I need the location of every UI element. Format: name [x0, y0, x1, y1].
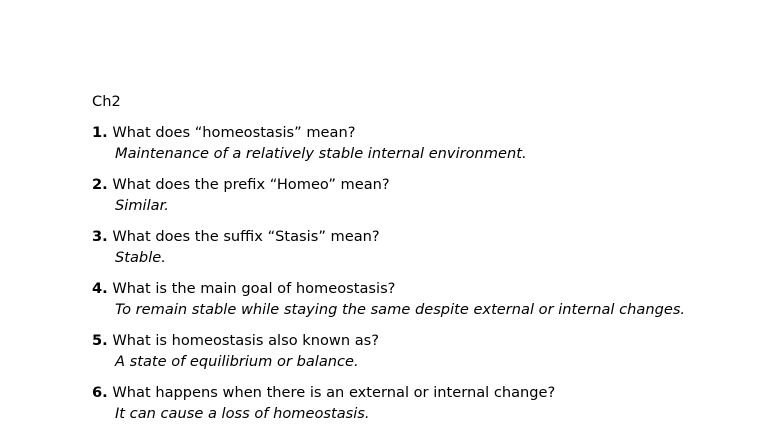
question-3	[92, 226, 692, 247]
qa-item-1	[92, 122, 692, 164]
question-4	[92, 278, 692, 299]
qa-item-3	[92, 226, 692, 268]
answer-5: A state of equilibrium or balance.	[115, 353, 359, 370]
answer-2: Similar.	[115, 197, 169, 214]
answer-1: Maintenance of a relatively stable internal environment.	[115, 145, 527, 162]
question-1	[92, 122, 692, 143]
question-number: 6.	[92, 384, 108, 401]
question-2	[92, 174, 692, 195]
question-text: What does “homeostasis” mean?	[112, 124, 356, 141]
question-text: What is homeostasis also known as?	[112, 332, 380, 349]
question-text: What happens when there is an external or internal change?	[112, 384, 556, 401]
question-number: 4.	[92, 280, 108, 297]
question-number: 5.	[92, 332, 108, 349]
answer-4: To remain stable while staying the same despite external or internal changes.	[115, 301, 686, 318]
answer-3: Stable.	[115, 249, 166, 266]
qa-item-6	[92, 382, 692, 424]
document-content	[92, 91, 692, 434]
question-6	[92, 382, 692, 403]
question-5	[92, 330, 692, 351]
qa-item-2	[92, 174, 692, 216]
question-number: 2.	[92, 176, 108, 193]
question-text: What does the prefix “Homeo” mean?	[112, 176, 390, 193]
answer-6: It can cause a loss of homeostasis.	[115, 405, 370, 422]
chapter-heading: Ch2	[92, 93, 121, 110]
qa-item-4	[92, 278, 692, 320]
question-text: What does the suffix “Stasis” mean?	[112, 228, 380, 245]
question-text: What is the main goal of homeostasis?	[112, 280, 396, 297]
question-number: 1.	[92, 124, 108, 141]
qa-item-5	[92, 330, 692, 372]
question-number: 3.	[92, 228, 108, 245]
